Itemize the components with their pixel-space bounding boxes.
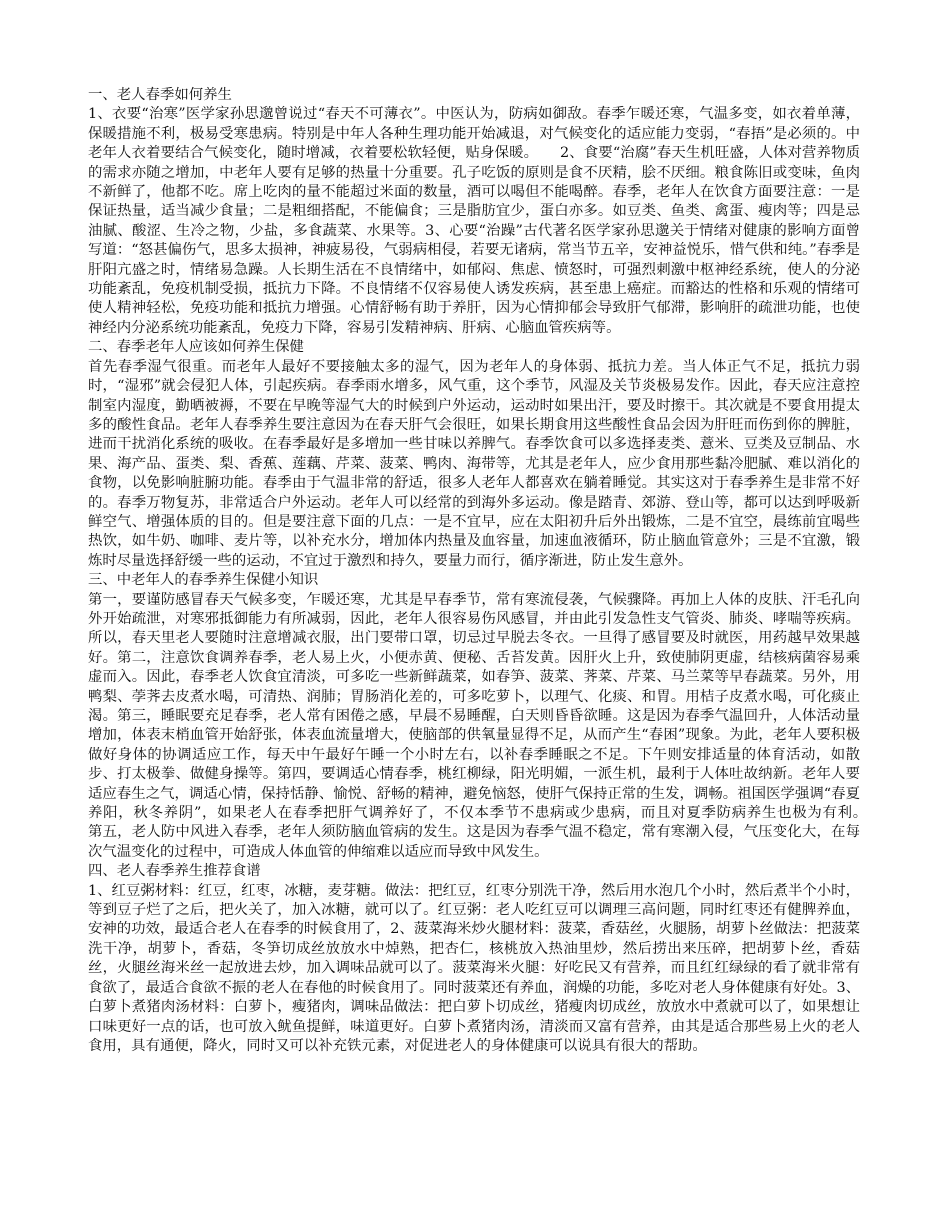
section-spring-health: [88, 86, 860, 338]
section-recipes: [88, 862, 860, 1056]
section-elderly-care: [88, 338, 860, 571]
section-body: 1、衣要“治寒”医学家孙思邈曾说过“春天不可薄衣”。中医认为，防病如御敌。春季乍暖还寒，气温多变，如衣着单薄，保暖措施不利，极易受寒患病。特别是中年人各种生理功能开始减退，对气候变化的适应能力变弱，“春捂”是必须的。中老年人衣着要结合气候变化，随时增减，衣着要松软轻便，贴身保暖。 2、食要“治腐”春天生机旺盛，人体对营养物质的需求亦随之增加，中老年人要有足够的热量十分重要。孔子吃饭的原则是食不厌精，脍不厌细。粮食陈旧或变味，鱼肉不新鲜了，他都不吃。席上吃肉的量不能超过米面的数量，酒可以喝但不能喝醉。春季，老年人在饮食方面要注意：一是保证热量，适当减少食量；二是粗细搭配，不能偏食；三是脂肪宜少，蛋白亦多。如豆类、鱼类、禽蛋、瘦肉等；四是忌油腻、酸涩、生冷之物，少盐，多食蔬菜、水果等。3、心要“治躁”古代著名医学家孙思邈关于情绪对健康的影响方面曾写道：“怒甚偏伤气，思多太损神，神疲易役，气弱病相侵，若要无诸病，常当节五辛，安神益悦乐，惜气供和纯。”春季是肝阳亢盛之时，情绪易急躁。人长期生活在不良情绪中，如郁闷、焦虑、愤怒时，可强烈刺激中枢神经系统，使人的分泌功能紊乱，免疫机制受损，抵抗力下降。不良情绪不仅容易使人诱发疾病，甚至患上癌症。而豁达的性格和乐观的情绪可使人精神轻松，免疫功能和抵抗力增强。心情舒畅有助于养肝，因为心情抑郁会导致肝气郁滞，影响肝的疏泄功能，也使神经内分泌系统功能紊乱，免疫力下降，容易引发精神病、肝病、心脑血管疾病等。: [88, 106, 860, 336]
section-body: 1、红豆粥材料：红豆，红枣，冰糖，麦芽糖。做法：把红豆，红枣分别洗干净，然后用水泡几个小时，然后煮半个小时，等到豆子烂了之后，把火关了，加入冰糖，就可以了。红豆粥：老人吃红豆可以调理三高问题，同时红枣还有健脾养血，安神的功效，最适合老人在春季的时候食用了，2、菠菜海米炒火腿材料：菠菜，香菇丝，火腿肠，胡萝卜丝做法：把菠菜洗干净，胡萝卜，香菇，冬笋切成丝放放水中焯熟，把杏仁，核桃放入热油里炒，然后捞出来压碎，把胡萝卜丝，香菇丝，火腿丝海米丝一起放进去炒，加入调味品就可以了。菠菜海米火腿：好吃民又有营养，而且红红绿绿的看了就非常有食欲了，最适合食欲不振的老人在春他的时候食用了。同时菠菜还有养血，润燥的功能，多吃对老人身体健康有好处。3、白萝卜煮猪肉汤材料：白萝卜，瘦猪肉，调味品做法：把白萝卜切成丝，猪瘦肉切成丝，放放水中煮就可以了，如果想让口味更好一点的话，也可放入鱿鱼提鲜，味道更好。白萝卜煮猪肉汤，清淡而又富有营养，由其是适合那些易上火的老人食用，具有通便，降火，同时又可以补充铁元素，对促进老人的身体健康可以说具有很大的帮助。: [88, 882, 860, 1054]
section-heading: 三、中老年人的春季养生保健小知识: [88, 572, 319, 589]
section-heading: 二、春季老年人应该如何养生保健: [88, 339, 304, 356]
section-heading: 一、老人春季如何养生: [88, 87, 232, 103]
section-heading: 四、老人春季养生推荐食谱: [88, 863, 261, 880]
section-body: 第一，要谨防感冒春天气候多变，乍暖还寒，尤其是早春季节，常有寒流侵袭，气候骤降。再加上人体的皮肤、汗毛孔向外开始疏泄，对寒邪抵御能力有所减弱，因此，老年人很容易伤风感冒，并由此引发急性支气管炎、肺炎、哮喘等疾病。所以，春天里老人要随时注意增减衣服，出门要带口罩，切忌过早脱去冬衣。一旦得了感冒要及时就医，用药越早效果越好。第二，注意饮食调养春季，老人易上火，小便赤黄、便秘、舌苔发黄。因肝火上升，致使肺阴更虚，结核病菌容易乘虚而入。因此，春季老人饮食宜清淡，可多吃一些新鲜蔬菜，如春笋、菠菜、荠菜、芹菜、马兰菜等早春蔬菜。另外，用鸭梨、荸荠去皮煮水喝，可清热、润肺；胃肠消化差的，可多吃萝卜，以理气、化痰、和胃。用桔子皮煮水喝，可化痰止渴。第三，睡眠要充足春季，老人常有困倦之感，早晨不易睡醒，白天则昏昏欲睡。这是因为春季气温回升，人体活动量增加，体表末梢血管开始舒张，体表血流量增大，使脑部的供氧量显得不足，从而产生“春困”现象。为此，老年人要积极做好身体的协调适应工作，每天中午最好午睡一个小时左右，以补春季睡眠之不足。下午则安排适量的体育活动，如散步、打太极拳、做健身操等。第四，要调适心情春季，桃红柳绿，阳光明媚，一派生机，最利于人体吐故纳新。老年人要适应春生之气，调适心情，保持恬静、愉悦、舒畅的精神，避免恼怒，使肝气保持正常的生发，调畅。祖国医学强调“春夏养阳，秋冬养阴”，如果老人在春季把肝气调养好了，不仅本季节不患病或少患病，而且对夏季防病养生也极为有利。 第五，老人防中风进入春季，老年人须防脑血管病的发生。这是因为春季气温不稳定，常有寒潮入侵，气压变化大，在每次气温变化的过程中，可造成人体血管的伸缩难以适应而导致中风发生。: [88, 591, 889, 860]
section-body: 首先春季湿气很重。而老年人最好不要接触太多的湿气，因为老年人的身体弱、抵抗力差。当人体正气不足，抵抗力弱时，“湿邪”就会侵犯人体，引起疾病。春季雨水增多，风气重，这个季节，风湿及关节炎极易发作。因此，春天应注意控制室内湿度，勤晒被褥，不要在早晚等湿气大的时候到户外运动，运动时如果出汗，要及时擦干。其次就是不要食用提太多的酸性食品。老年人春季养生要注意因为在春天肝气会很旺，如果长期食用这些酸性食品会因为肝旺而伤到你的脾脏，进而干扰消化系统的吸收。在春季最好是多增加一些甘味以养脾气。春季饮食可以多选择麦类、薏米、豆类及豆制品、水果、海产品、蛋类、梨、香蕉、莲藕、芹菜、菠菜、鸭肉、海带等，尤其是老年人，应少食用那些黏冷肥腻、难以消化的食物，以免影响脏腑功能。春季由于气温非常的舒适，很多人老年人都喜欢在躺着睡觉。其实这对于春季养生是非常不好的。春季万物复苏，非常适合户外运动。老年人可以经常的到海外多运动。像是踏青、郊游、登山等，都可以达到呼吸新鲜空气、增强体质的目的。但是要注意下面的几点：一是不宜早，应在太阳初升后外出锻炼，二是不宜空，晨练前宜喝些热饮，如牛奶、咖啡、麦片等，以补充水分，增加体内热量及血容量，加速血液循环，防止脑血管意外；三是不宜激，锻炼时尽量选择舒缓一些的运动，不宜过于激烈和持久，要量力而行，循序渐进，防止发生意外。: [88, 358, 860, 569]
section-health-tips: [88, 571, 889, 862]
document-page: [88, 86, 889, 1056]
